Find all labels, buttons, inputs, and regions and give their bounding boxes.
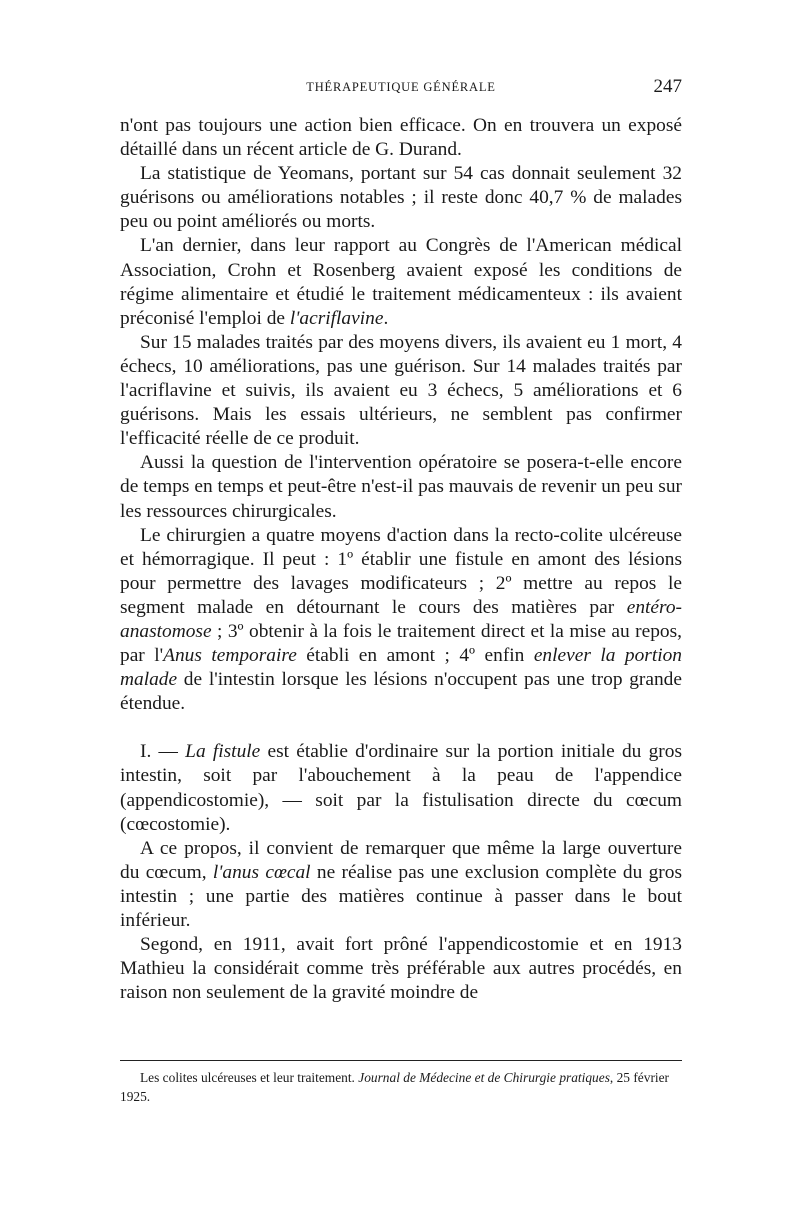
paragraph-9: Segond, en 1911, avait fort prôné l'appendicostomie et en 1913 Mathieu la considérait comme très préférable aux autres procédés, en raison non seulement de la gravité moindre de: [120, 934, 682, 1004]
italic-term: l'anus cœcal: [212, 861, 311, 883]
section-1-paragraph: I. — La fistule est établie d'ordinaire sur la portion initiale du gros intestin, soit par l'abouchement à la peau de l'appendice (appendicostomie), — soit par la fistulisation directe du cœcum (cœcostomie).: [120, 741, 682, 835]
italic-term: l'acriflavine: [289, 307, 384, 329]
paragraph-8: A ce propos, il convient de remarquer que même la large ouverture du cœcum, l'anus cœcal ne réalise pas une exclusion complète du gros intestin ; une partie des matières continue à passer dans le bout inférieur.: [120, 837, 682, 931]
italic-term: entéro-anastomose: [120, 596, 682, 642]
journal-title: Journal de Médecine et de Chirurgie pratiques: [358, 1070, 610, 1085]
paragraph-6: Le chirurgien a quatre moyens d'action dans la recto-colite ulcéreuse et hémorragique. Il peut : 1º établir une fistule en amont des lésions pour permettre des lavages modificateurs ; 2º mettre au repos le segment malade en détournant le cours des matières par entéro-anastomose ; 3º obtenir à la fois le traitement direct et la mise au repos, par l'Anus temporaire établi en amont ; 4º enfin enlever la portion malade de l'intestin lorsque les lésions n'occupent pas une trop grande étendue.: [120, 524, 682, 715]
paragraph-5: Aussi la question de l'intervention opératoire se posera-t-elle encore de temps en temps et peut-être n'est-il pas mauvais de revenir un peu sur les ressources chirurgicales.: [120, 452, 682, 522]
italic-term: enlever la portion malade: [120, 645, 682, 691]
page-header: [120, 78, 682, 102]
paragraph-3: L'an dernier, dans leur rapport au Congrès de l'American médical Association, Crohn et Rosenberg avaient exposé les conditions de régime alimentaire et étudié le traitement médicamenteux : ils avaient préconisé l'emploi de l'acriflavine.: [120, 235, 682, 329]
italic-term: Anus temporaire: [163, 645, 297, 667]
italic-term: La fistule: [185, 741, 261, 763]
page-number: 247: [653, 76, 682, 97]
paragraph-4: Sur 15 malades traités par des moyens divers, ils avaient eu 1 mort, 4 échecs, 10 améliorations, pas une guérison. Sur 14 malades traités par l'acriflavine et suivis, ils avaient eu 3 échecs, 5 améliorations et 6 guérisons. Mais les essais ultérieurs, ne semblent pas confirmer l'efficacité réelle de ce produit.: [120, 331, 682, 450]
paragraph-2: La statistique de Yeomans, portant sur 54 cas donnait seulement 32 guérisons ou améliorations notables ; il reste donc 40,7 % de malades peu ou point améliorés ou morts.: [120, 163, 682, 233]
footnote: Les colites ulcéreuses et leur traitement. Journal de Médecine et de Chirurgie pratiques, 25 février 1925.: [120, 1070, 670, 1104]
footnote-divider: [120, 1060, 682, 1061]
paragraph-1: n'ont pas toujours une action bien efficace. On en trouvera un exposé détaillé dans un récent article de G. Durand.: [120, 115, 682, 161]
running-title: THÉRAPEUTIQUE GÉNÉRALE: [306, 80, 496, 94]
body-text: [120, 114, 682, 1005]
